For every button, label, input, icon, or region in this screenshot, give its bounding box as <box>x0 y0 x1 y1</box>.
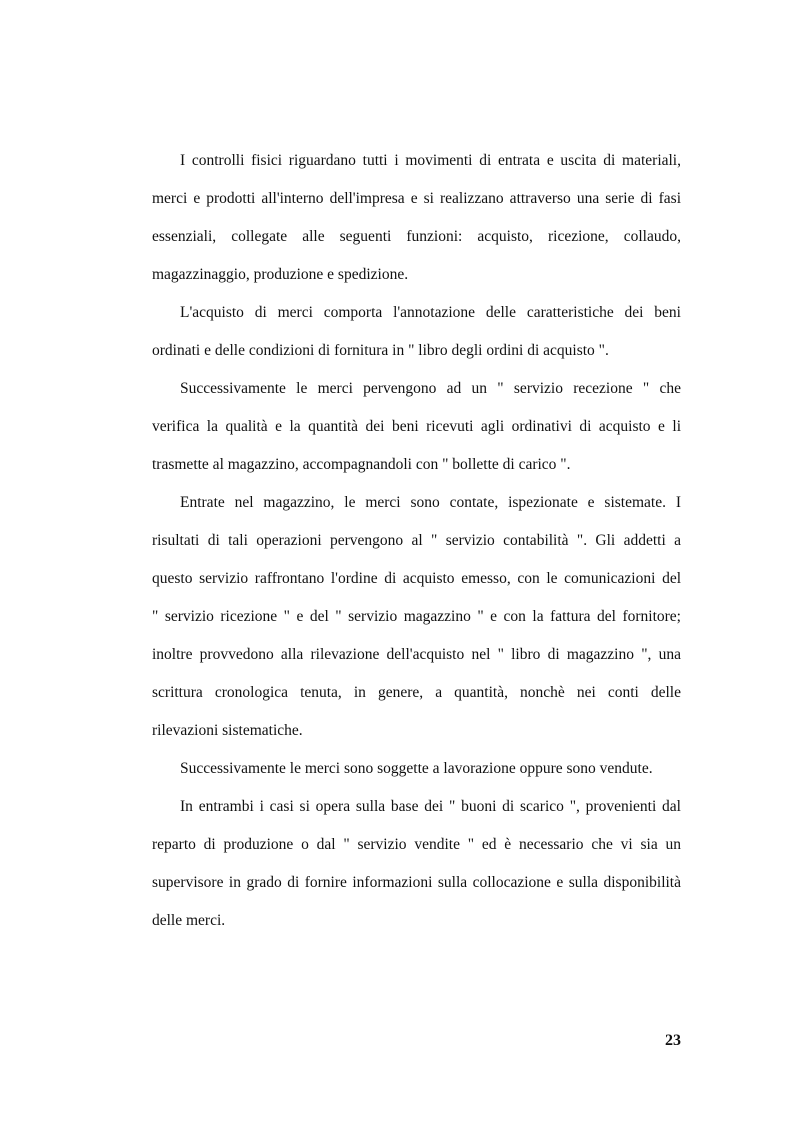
text-line: Successivamente le merci pervengono ad un " servizio recezione " che <box>180 380 681 397</box>
text-line: delle merci. <box>152 912 226 929</box>
text-line: L'acquisto di merci comporta l'annotazione delle caratteristiche dei beni <box>180 304 681 321</box>
text-line: Entrate nel magazzino, le merci sono contate, ispezionate e sistemate. I <box>180 494 681 511</box>
text-line: supervisore in grado di fornire informazioni sulla collocazione e sulla disponibilità <box>152 874 681 891</box>
text-line: inoltre provvedono alla rilevazione dell'acquisto nel " libro di magazzino ", una <box>152 646 681 663</box>
text-line: reparto di produzione o dal " servizio vendite " ed è necessario che vi sia un <box>152 836 681 853</box>
text-line: risultati di tali operazioni pervengono al " servizio contabilità ". Gli addetti a <box>152 532 681 549</box>
text-line: In entrambi i casi si opera sulla base dei " buoni di scarico ", provenienti dal <box>180 798 681 815</box>
text-line: I controlli fisici riguardano tutti i movimenti di entrata e uscita di materiali, <box>180 152 681 169</box>
text-line: Successivamente le merci sono soggette a lavorazione oppure sono vendute. <box>180 760 653 777</box>
page-number: 23 <box>665 1032 681 1049</box>
text-line: merci e prodotti all'interno dell'impresa e si realizzano attraverso una serie di fasi <box>152 190 681 207</box>
text-line: essenziali, collegate alle seguenti funzioni: acquisto, ricezione, collaudo, <box>152 228 681 245</box>
text-line: verifica la qualità e la quantità dei beni ricevuti agli ordinativi di acquisto e li <box>152 418 681 435</box>
text-line: scrittura cronologica tenuta, in genere, a quantità, nonchè nei conti delle <box>152 684 681 701</box>
text-line: ordinati e delle condizioni di fornitura in " libro degli ordini di acquisto ". <box>152 342 609 359</box>
text-line: " servizio ricezione " e del " servizio magazzino " e con la fattura del fornitore; <box>152 608 681 625</box>
text-line: rilevazioni sistematiche. <box>152 722 303 739</box>
text-line: questo servizio raffrontano l'ordine di acquisto emesso, con le comunicazioni del <box>152 570 681 587</box>
text-line: magazzinaggio, produzione e spedizione. <box>152 266 409 283</box>
text-line: trasmette al magazzino, accompagnandoli con " bollette di carico ". <box>152 456 571 473</box>
